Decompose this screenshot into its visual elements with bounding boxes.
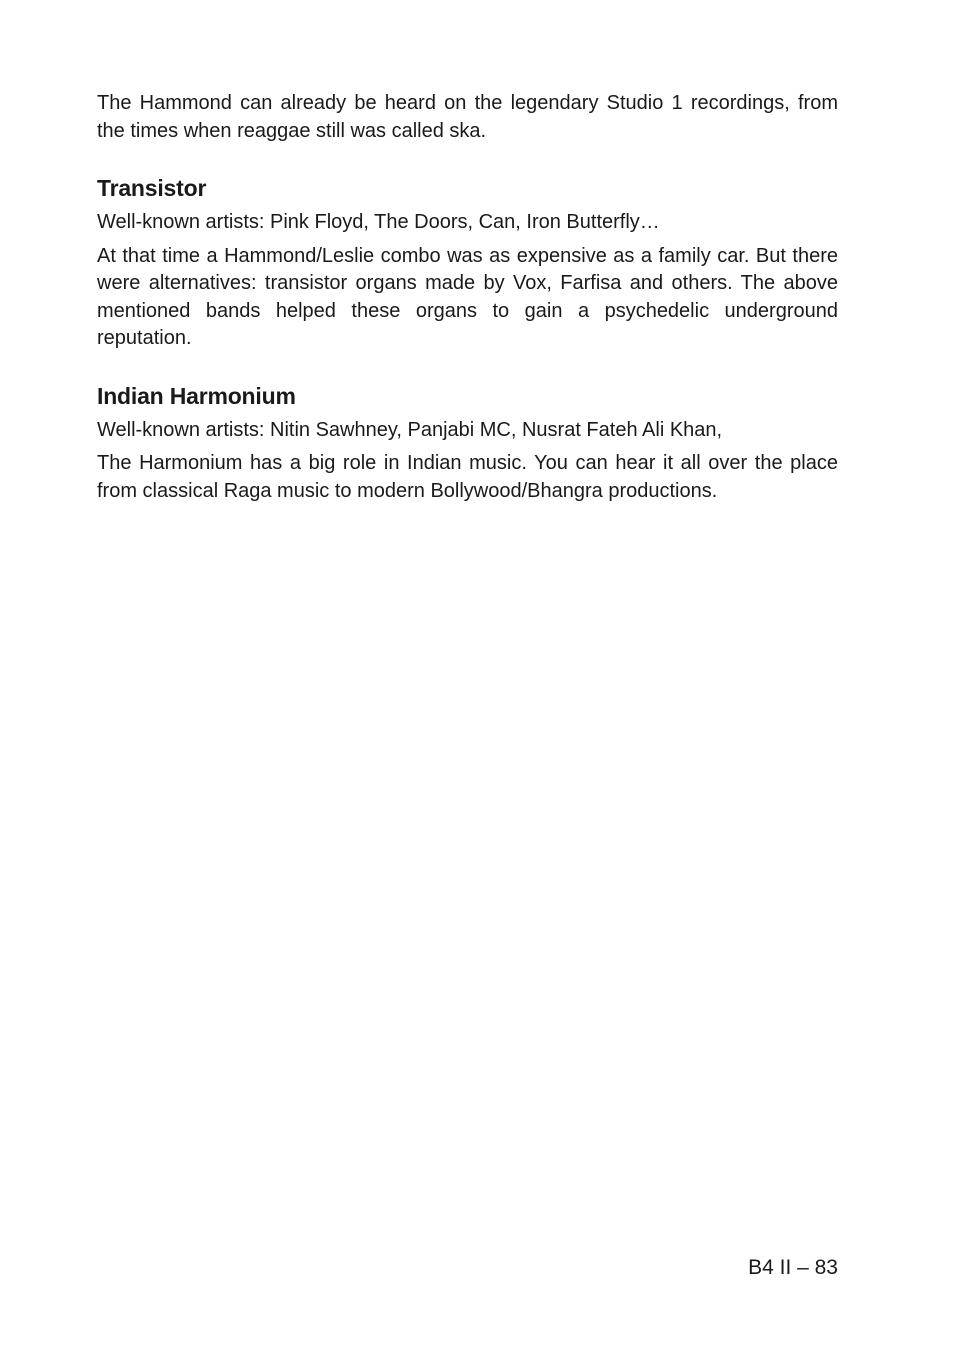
section-body: The Harmonium has a big role in Indian music. You can hear it all over the place from classical Raga music to modern Bollywood/Bhangra productions. <box>97 452 838 502</box>
section-heading: Transistor <box>97 175 207 201</box>
intro-paragraph: The Hammond can already be heard on the legendary Studio 1 recordings, from the times when reaggae still was called ska. <box>97 92 838 142</box>
artists-line: Well-known artists: Pink Floyd, The Doors, Can, Iron Butterfly… <box>97 211 660 233</box>
page-content <box>97 90 838 533</box>
section-transistor <box>97 173 838 353</box>
section-body: At that time a Hammond/Leslie combo was as expensive as a family car. But there were alternatives: transistor organs made by Vox, Farfisa and others. The above mentioned bands helped these organs to gain a psychedelic underground reputation. <box>97 244 838 349</box>
artists-line: Well-known artists: Nitin Sawhney, Panjabi MC, Nusrat Fateh Ali Khan, <box>97 418 723 441</box>
page-number: B4 II – 83 <box>748 1256 838 1279</box>
section-indian-harmonium <box>97 381 838 506</box>
section-heading: Indian Harmonium <box>97 382 296 409</box>
